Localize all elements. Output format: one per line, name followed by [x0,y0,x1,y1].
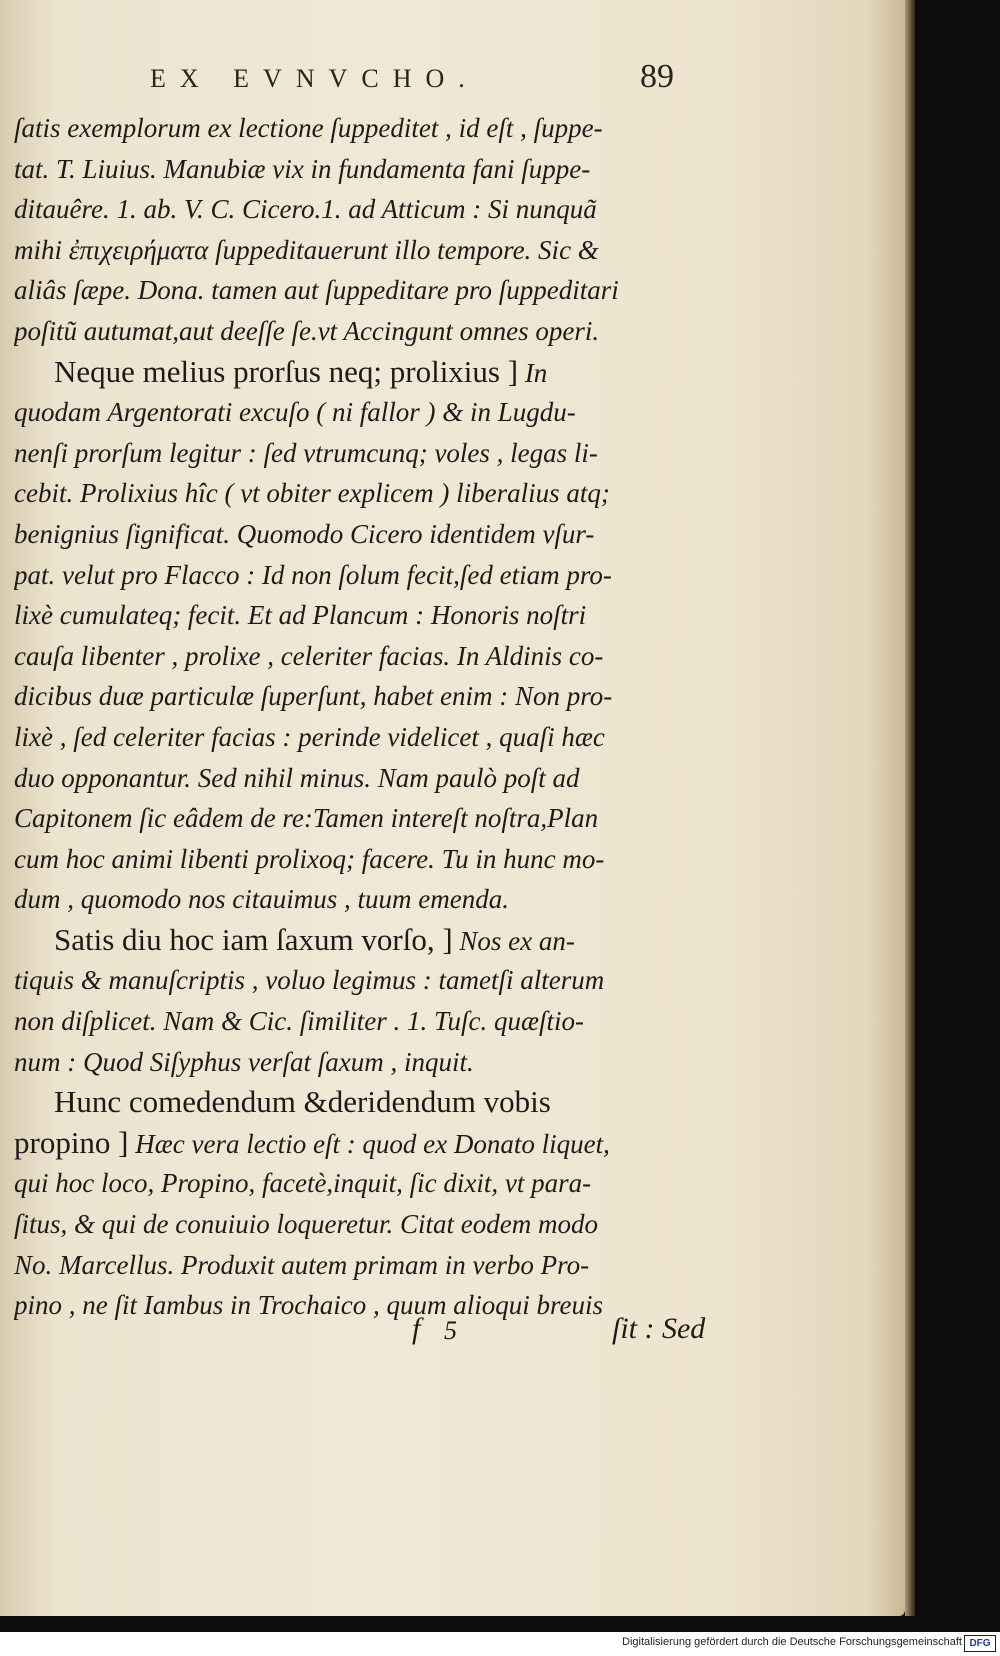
text-line [14,1001,714,1042]
commentary-text: mihi ἐπιχειρήματα ſuppeditauerunt illo tempore. Sic & [14,234,599,265]
commentary-text: Capitonem ſic eâdem de re:Tamen intereſt noſtra,Plan [14,803,599,834]
text-line [14,676,714,717]
lemma: propino ] [14,1124,129,1160]
commentary-text: aliâs ſæpe. Dona. tamen aut ſuppeditare pro ſuppeditari [14,275,619,306]
catchword: ſit : Sed [612,1312,706,1345]
commentary-text: qui hoc loco, Propino, facetè,inquit, ſic dixit, vt para- [14,1168,592,1199]
text-line [14,352,714,393]
page-edge-shadow [905,0,915,1616]
commentary-text: cum hoc animi libenti prolixoq; facere. Tu in hunc mo- [14,843,605,874]
commentary-text: duo opponantur. Sed nihil minus. Nam paulò poſt ad [14,762,580,793]
commentary-text: pino , ne ſit Iambus in Trochaico , quum alioqui breuis [14,1290,603,1321]
commentary-text: dicibus duæ particulæ ſuperſunt, habet enim : Non pro- [14,681,613,712]
running-title: EX EVNVCHO. [150,64,479,93]
text-line [14,433,714,474]
text-line [14,1082,714,1123]
commentary-text: ſatis exemplorum ex lectione ſuppeditet , id eſt , ſuppe- [14,113,603,143]
text-line [14,1285,714,1326]
text-line [14,555,714,596]
commentary-text: ditauêre. 1. ab. V. C. Cicero.1. ad Atticum : Si nunquã [14,194,597,225]
commentary-text: dum , quomodo nos citauimus , tuum emenda. [14,884,509,915]
commentary-text: quodam Argentorati excuſo ( ni fallor ) & in Lugdu- [14,397,576,428]
signature-mark: f [412,1312,421,1345]
text-line [14,636,714,677]
commentary-text: In [518,357,548,388]
text-line [14,1042,714,1083]
text-line [14,1204,714,1245]
text-line [14,149,714,190]
text-line [14,108,714,149]
text-line [14,392,714,433]
signature-number: 5 [444,1316,457,1345]
text-line [14,839,714,880]
commentary-text: Hæc vera lectio eſt : quod ex Donato liquet, [128,1128,610,1159]
commentary-text: nenſi prorſum legitur : ſed vtrumcunq; voles , legas li- [14,437,598,468]
text-line [14,920,714,961]
commentary-text: Nos ex an- [452,925,575,956]
running-head [0,58,905,108]
text-line [14,311,714,352]
text-line [14,879,714,920]
text-line [14,960,714,1001]
text-line [14,1163,714,1204]
body-text [14,108,714,1326]
lemma: Satis diu hoc iam ſaxum vorſo, ] [54,921,453,957]
commentary-text: tiquis & manuſcriptis , voluo legimus : tametſi alterum [14,965,605,996]
text-line [14,514,714,555]
text-line [14,595,714,636]
text-line [14,270,714,311]
commentary-text: cauſa libenter , prolixe , celeriter facias. In Aldinis co- [14,640,604,671]
commentary-text: non diſplicet. Nam & Cic. ſimiliter . 1. Tuſc. quæſtio- [14,1006,584,1037]
text-line [14,230,714,271]
commentary-text: lixè cumulateq; fecit. Et ad Plancum : Honoris noſtri [14,600,587,631]
lemma: Neque melius prorſus neq; prolixius ] [54,353,519,389]
commentary-text: No. Marcellus. Produxit autem primam in verbo Pro- [14,1249,590,1280]
commentary-text: cebit. Prolixius hîc ( vt obiter explicem ) liberalius atq; [14,478,610,509]
commentary-text: lixè , ſed celeriter facias : perinde videlicet , quaſi hæc [14,721,605,752]
commentary-text: num : Quod Siſyphus verſat ſaxum , inquit. [14,1046,474,1077]
text-line [14,717,714,758]
commentary-text: poſitũ autumat,aut deeſſe ſe.vt Accingunt omnes operi. [14,315,600,346]
dfg-logo-icon: DFG [964,1635,996,1652]
text-line [14,1245,714,1286]
text-line [14,1123,714,1164]
commentary-text: pat. velut pro Flacco : Id non ſolum fecit,ſed etiam pro- [14,559,612,590]
digitization-footer [0,1632,1000,1656]
text-line [14,758,714,799]
lemma: Hunc comedendum &deridendum vobis [54,1084,551,1120]
funding-credit: Digitalisierung gefördert durch die Deutsche Forschungsgemeinschaft [622,1636,962,1648]
page-number: 89 [640,58,674,95]
commentary-text: benignius ſignificat. Quomodo Cicero identidem vſur- [14,518,595,549]
commentary-text: tat. T. Liuius. Manubiæ vix in fundamenta fani ſuppe- [14,153,591,184]
text-line [14,189,714,230]
text-line [14,798,714,839]
commentary-text: ſitus, & qui de conuiuio loqueretur. Citat eodem modo [14,1209,598,1240]
text-line [14,473,714,514]
